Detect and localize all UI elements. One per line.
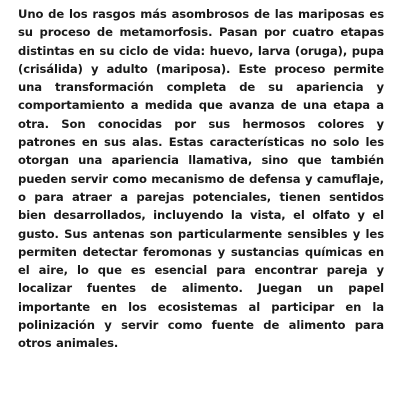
body-paragraph: Uno de los rasgos más asombrosos de las mariposas es su proceso de metamorfosis. Pasan por cuatro etapas distintas en su ciclo de vida: huevo, larva (oruga), pupa (crisálida) y adulto (mariposa). Este proceso permite una transformación completa de su apariencia y comportamiento a medida que avanza de una etapa a otra. Son conocidas por sus hermosos colores y patrones en sus alas. Estas características no solo les otorgan una apariencia llamativa, sino que también pueden servir como mecanismo de defensa y camuflaje, o para atraer a parejas potenciales, tienen sentidos bien desarrollados, incluyendo la vista, el olfato y el gusto. Sus antenas son particularmente sensibles y les permiten detectar feromonas y sustancias químicas en el aire, lo que es esencial para encontrar pareja y localizar fuentes de alimento. Juegan un papel importante en los ecosistemas al participar en la polinización y servir como fuente de alimento para otros animales.	[18, 7, 384, 351]
